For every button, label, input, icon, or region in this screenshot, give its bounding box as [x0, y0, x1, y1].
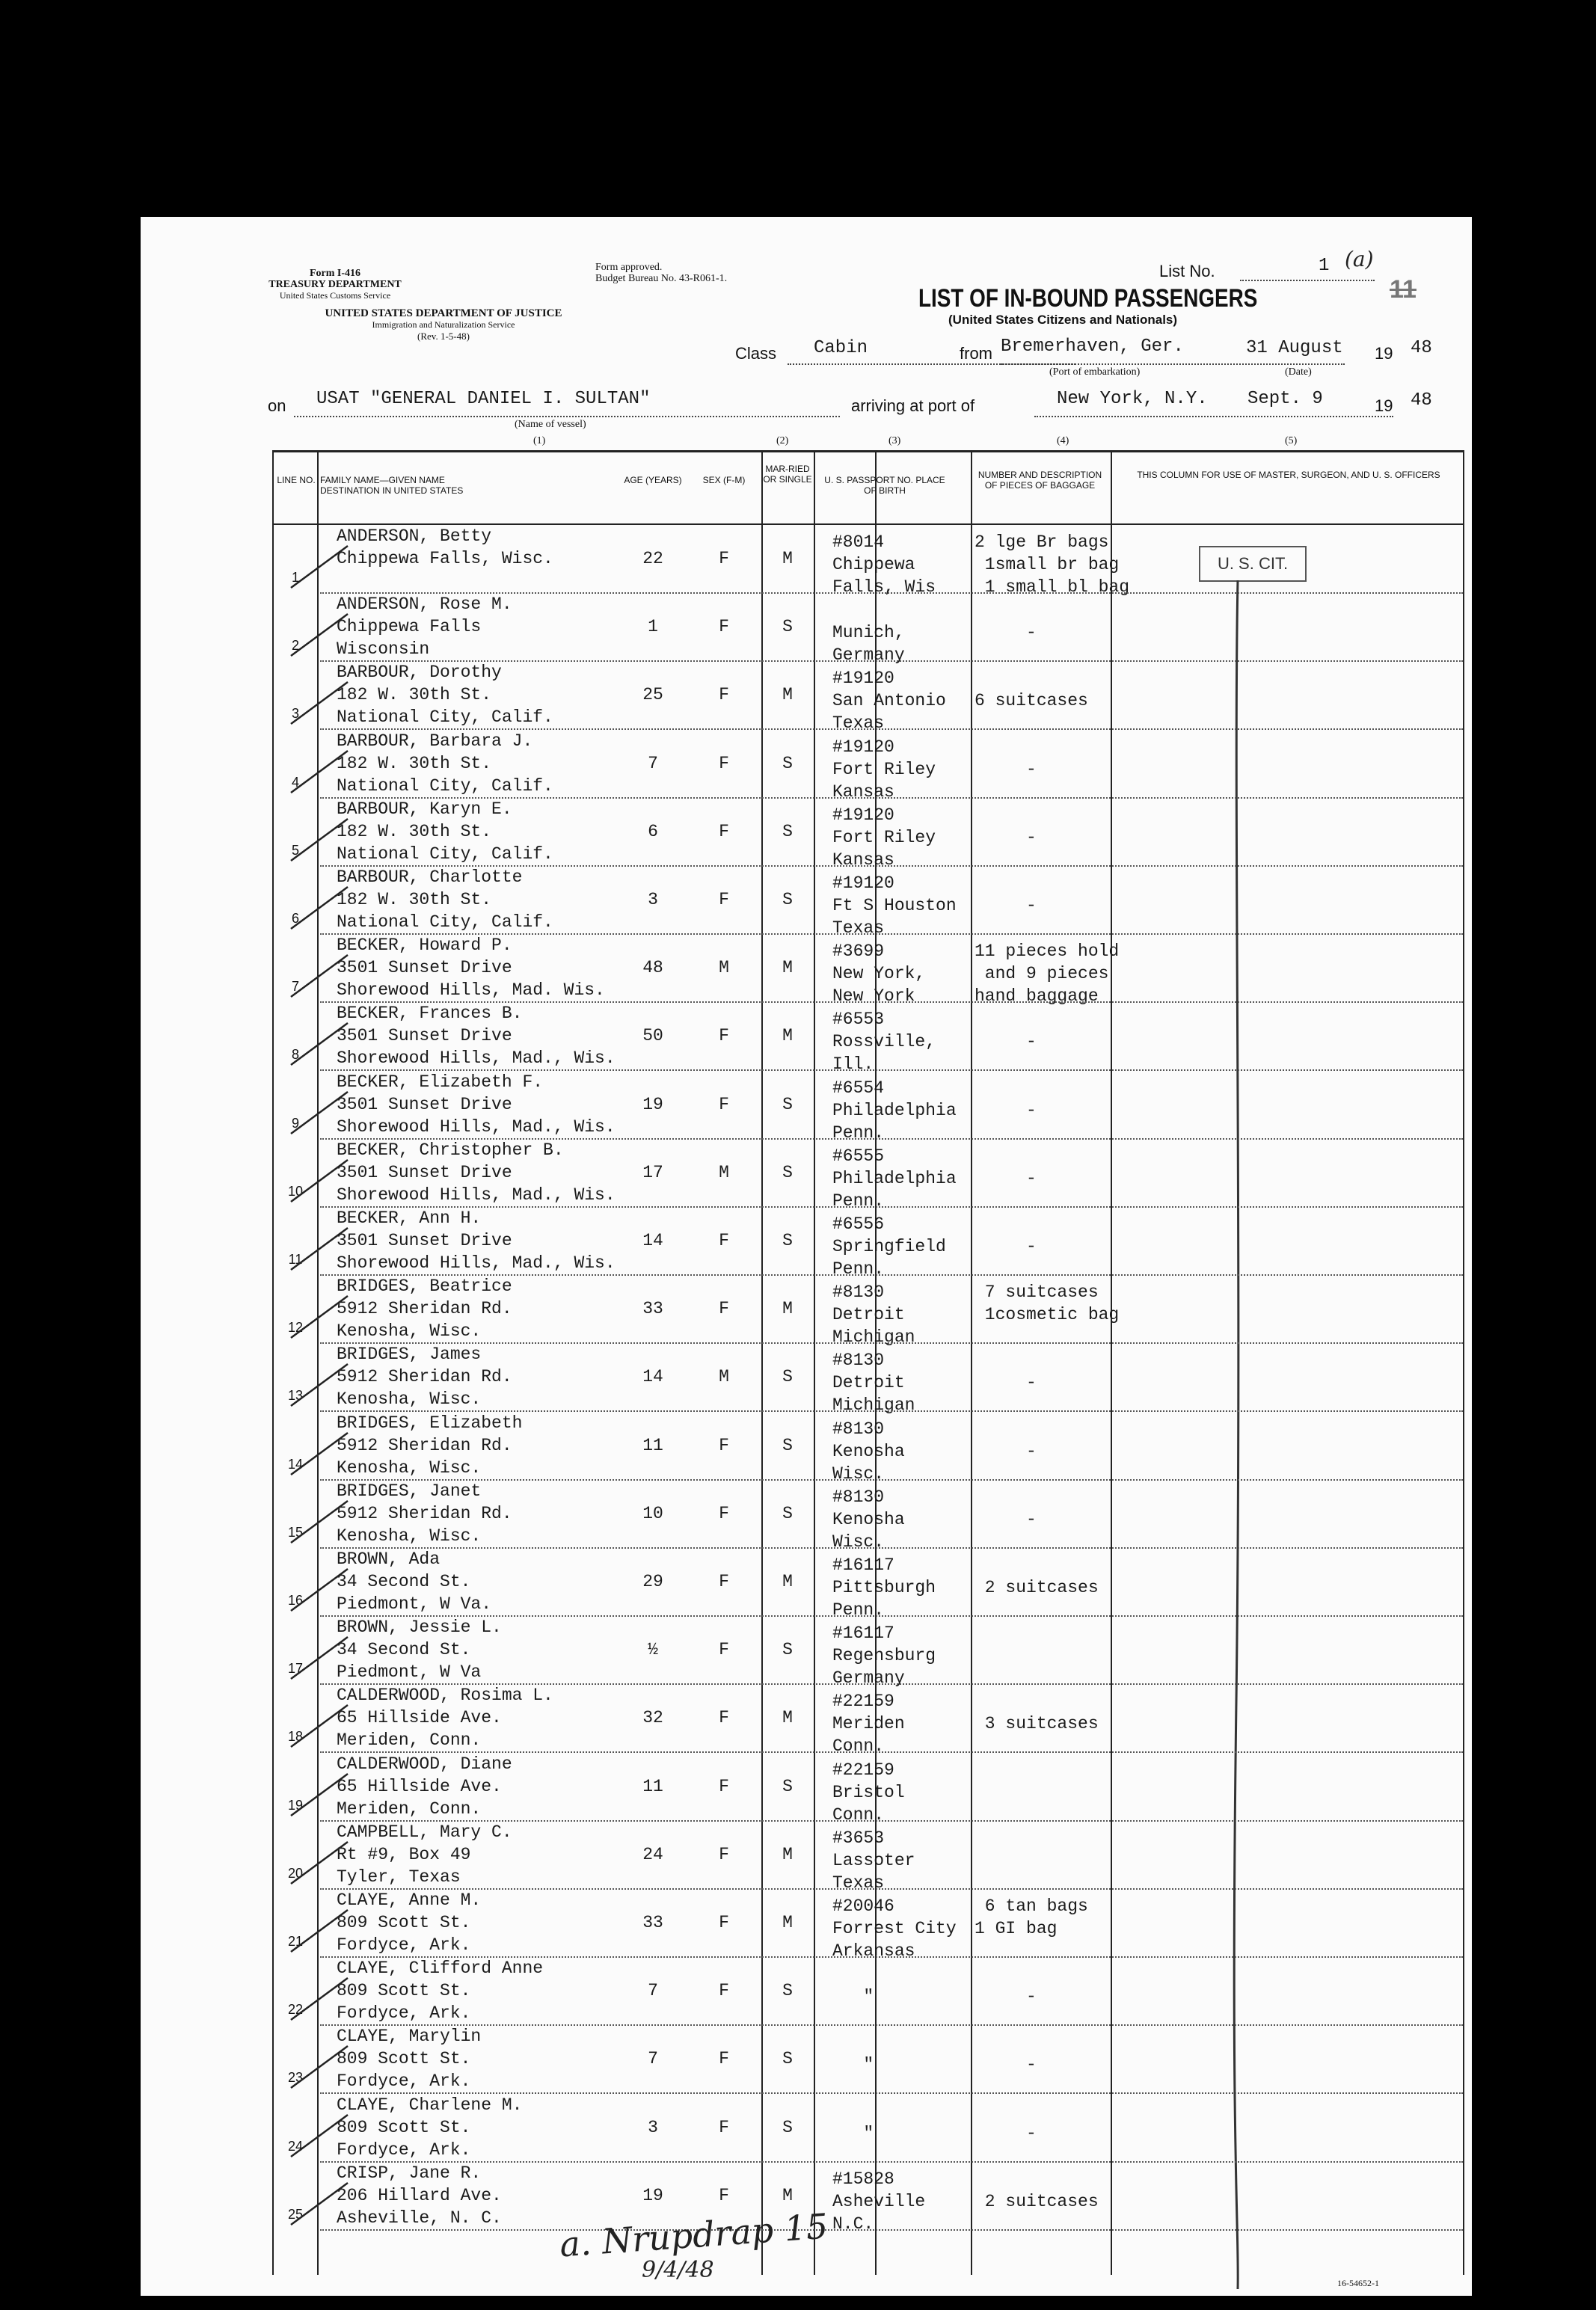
row-divider	[320, 2229, 1463, 2231]
class-value: Cabin	[814, 338, 868, 358]
passport-birthplace: #16117 Regensburg Germany	[832, 1624, 936, 1689]
passenger-rows	[141, 525, 1472, 2275]
passenger-sex: F	[719, 1503, 729, 1523]
passenger-age: 3	[648, 2117, 658, 2137]
list-no-value: 1	[1319, 256, 1330, 276]
col-header-passport: U. S. PASSPORT NO. PLACE OF BIRTH	[824, 475, 945, 496]
passenger-name-address: BECKER, Christopher B. 3501 Sunset Drive Shorewood Hills, Mad., Wis.	[337, 1140, 616, 1205]
passenger-name-address: CRISP, Jane R. 206 Hillard Ave. Asheville, N. C.	[337, 2163, 502, 2228]
table-row	[141, 2025, 1472, 2094]
passenger-age: 1	[648, 617, 658, 637]
baggage-description: 2 suitcases	[984, 2191, 1099, 2211]
check-mark	[286, 1223, 354, 1276]
passenger-sex: F	[719, 1299, 729, 1319]
baggage-description: -	[1026, 1100, 1037, 1120]
marital-status: S	[782, 890, 793, 909]
marital-status: S	[782, 821, 793, 841]
col-header-officers: THIS COLUMN FOR USE OF MASTER, SURGEON, AND U. S. OFFICERS	[1137, 470, 1440, 480]
marital-status: S	[782, 1094, 793, 1114]
table-row	[141, 1480, 1472, 1552]
line-number: 23	[287, 2070, 304, 2086]
passenger-name-address: CLAYE, Anne M. 809 Scott St. Fordyce, Ark.	[337, 1890, 482, 1955]
line-number: 21	[287, 1934, 304, 1949]
passenger-age: 7	[648, 2049, 658, 2069]
passenger-name-address: CLAYE, Marylin 809 Scott St. Fordyce, Ark.	[337, 2027, 482, 2092]
baggage-description: -	[1026, 759, 1037, 779]
list-no-handwritten: (a)	[1345, 247, 1374, 271]
table-row	[141, 730, 1472, 802]
baggage-description: 2 lge Br bags 1small br bag 1 small bl bag	[975, 532, 1130, 597]
passport-birthplace: #19120 San Antonio Texas	[832, 669, 946, 734]
passenger-sex: F	[719, 617, 729, 637]
marital-status: S	[782, 1231, 793, 1250]
arrival-port: New York, N.Y.	[1057, 389, 1208, 409]
handwritten-date: 9/4/48	[642, 2257, 714, 2283]
passenger-sex: F	[719, 1572, 729, 1591]
passenger-name-address: BECKER, Ann H. 3501 Sunset Drive Shorewood Hills, Mad., Wis.	[337, 1208, 616, 1273]
col-num-1: (1)	[533, 435, 546, 446]
col-header-sex: SEX (F-M)	[702, 475, 746, 485]
check-mark	[286, 1496, 354, 1549]
baggage-description: -	[1026, 1373, 1037, 1393]
line-number: 1	[291, 570, 299, 585]
line-number: 17	[287, 1661, 304, 1677]
marital-status: M	[782, 958, 793, 978]
table-row	[141, 934, 1472, 1007]
line-number: 25	[287, 2206, 304, 2222]
arrival-date: Sept. 9	[1247, 389, 1323, 409]
passenger-name-address: BRIDGES, Elizabeth 5912 Sheridan Rd. Kenosha, Wisc.	[337, 1413, 523, 1478]
table-top-rule	[272, 450, 1463, 452]
passenger-name-address: ANDERSON, Rose M. Chippewa Falls Wisconsin	[337, 595, 512, 660]
marital-status: M	[782, 1299, 793, 1319]
port-embarkation-caption: (Port of embarkation)	[1049, 366, 1141, 378]
passport-birthplace: #20046 Forrest City Arkansas	[832, 1896, 957, 1961]
passenger-sex: F	[719, 1435, 729, 1455]
check-mark	[286, 1973, 354, 2026]
col-num-4: (4)	[1057, 435, 1069, 446]
passenger-age: 7	[648, 1981, 658, 2001]
passenger-age: 50	[642, 1026, 663, 1046]
line-number: 16	[287, 1593, 304, 1608]
passenger-age: 33	[642, 1913, 663, 1932]
table-row	[141, 1002, 1472, 1075]
form-header-justice	[268, 308, 619, 342]
passenger-age: 6	[648, 821, 658, 841]
vessel-caption: (Name of vessel)	[515, 419, 586, 430]
baggage-description: -	[1026, 2055, 1037, 2075]
line-number: 13	[287, 1388, 304, 1404]
line-number: 24	[287, 2138, 304, 2154]
table-row	[141, 1821, 1472, 1893]
check-mark	[286, 609, 354, 662]
passport-birthplace: #3653 Lassoter Texas	[832, 1828, 915, 1893]
check-mark	[286, 1905, 354, 1958]
marital-status: M	[782, 1572, 793, 1591]
table-row	[141, 798, 1472, 870]
line-number: 10	[287, 1183, 304, 1199]
passenger-name-address: BARBOUR, Dorothy 182 W. 30th St. National City, Calif.	[337, 663, 553, 728]
passenger-name-address: BROWN, Ada 34 Second St. Piedmont, W Va.	[337, 1549, 492, 1614]
col-header-name: FAMILY NAME—GIVEN NAME DESTINATION IN UNITED STATES	[320, 475, 464, 496]
passenger-age: ½	[648, 1640, 658, 1660]
table-row	[141, 1957, 1472, 2026]
marital-status: M	[782, 549, 793, 568]
check-mark	[286, 814, 354, 867]
marital-status: S	[782, 1640, 793, 1660]
passenger-name-address: BRIDGES, James 5912 Sheridan Rd. Kenosha, Wisc.	[337, 1345, 512, 1410]
passenger-name-address: BROWN, Jessie L. 34 Second St. Piedmont, W Va	[337, 1618, 502, 1683]
arrival-year: 48	[1411, 390, 1432, 411]
check-mark	[286, 1701, 354, 1753]
passenger-name-address: CLAYE, Clifford Anne 809 Scott St. Fordyce, Ark.	[337, 1959, 544, 2024]
passenger-age: 17	[642, 1162, 663, 1182]
passenger-age: 24	[642, 1844, 663, 1864]
passenger-sex: M	[719, 1367, 729, 1387]
passenger-sex: M	[719, 1162, 729, 1182]
passenger-name-address: BARBOUR, Barbara J. 182 W. 30th St. National City, Calif.	[337, 731, 553, 796]
marital-status: S	[782, 1776, 793, 1796]
check-mark	[286, 1837, 354, 1890]
line-number: 2	[291, 638, 299, 654]
table-row	[141, 661, 1472, 734]
passenger-sex: F	[719, 753, 729, 773]
class-label: Class	[735, 344, 777, 363]
passenger-sex: F	[719, 1913, 729, 1932]
line-number: 6	[291, 911, 299, 926]
port-embarkation-value: Bremerhaven, Ger.	[1001, 337, 1184, 357]
table-row	[141, 1343, 1472, 1416]
line-number: 11	[288, 1252, 303, 1267]
col-header-line: LINE NO.	[277, 475, 316, 485]
col-header-married: MAR-RIED OR SINGLE	[763, 464, 812, 485]
line-number: 14	[287, 1456, 304, 1472]
check-mark	[286, 1155, 354, 1208]
baggage-description: 7 suitcases 1cosmetic bag	[984, 1283, 1120, 1325]
departure-year: 48	[1411, 338, 1432, 358]
vessel-name: USAT "GENERAL DANIEL I. SULTAN"	[316, 389, 651, 409]
line-number: 12	[287, 1320, 304, 1336]
passenger-sex: F	[719, 1640, 729, 1660]
passenger-name-address: BECKER, Frances B. 3501 Sunset Drive Shorewood Hills, Mad., Wis.	[337, 1004, 616, 1069]
passenger-age: 19	[642, 1094, 663, 1114]
passport-birthplace: #19120 Fort Riley Kansas	[832, 805, 936, 870]
passenger-name-address: CLAYE, Charlene M. 809 Scott St. Fordyce, Ark.	[337, 2095, 523, 2160]
line-number: 8	[291, 1047, 299, 1063]
marital-status: S	[782, 2049, 793, 2069]
passenger-age: 32	[642, 1708, 663, 1728]
revision: (Rev. 1-5-48)	[417, 331, 470, 342]
passenger-age: 14	[642, 1367, 663, 1387]
passport-birthplace: Munich, Germany	[832, 623, 905, 666]
arriving-label: arriving at port of	[851, 396, 975, 415]
check-mark	[286, 541, 354, 594]
passport-birthplace: #8130 Detroit Michigan	[832, 1351, 915, 1416]
passenger-name-address: ANDERSON, Betty Chippewa Falls, Wisc.	[337, 526, 553, 568]
baggage-description: 6 tan bags 1 GI bag	[975, 1896, 1088, 1938]
marital-status: M	[782, 1708, 793, 1728]
passenger-name-address: BARBOUR, Charlotte 182 W. 30th St. National City, Calif.	[337, 867, 553, 932]
line-number: 5	[291, 842, 299, 858]
line-number: 7	[291, 979, 299, 995]
col-num-5: (5)	[1285, 435, 1298, 446]
table-row	[141, 1275, 1472, 1348]
passport-birthplace: "	[863, 2123, 874, 2143]
baggage-description: -	[1026, 2123, 1037, 2143]
table-row	[141, 1548, 1472, 1620]
us-citizen-stamp: U. S. CIT.	[1199, 546, 1307, 582]
baggage-description: -	[1026, 1441, 1037, 1461]
passport-birthplace: #6553 Rossville, Ill.	[832, 1010, 936, 1075]
passenger-sex: F	[719, 2185, 729, 2205]
passenger-sex: F	[719, 1094, 729, 1114]
passport-birthplace: #22159 Bristol Conn.	[832, 1760, 905, 1825]
check-mark	[286, 950, 354, 1003]
passport-birthplace: #8014 Chippewa Falls, Wis	[832, 532, 936, 597]
passenger-sex: F	[719, 2049, 729, 2069]
passenger-sex: F	[719, 2117, 729, 2137]
passenger-age: 3	[648, 890, 658, 909]
baggage-description: 11 pieces hold and 9 pieces hand baggage	[975, 941, 1120, 1007]
passport-birthplace: #19120 Fort Riley Kansas	[832, 737, 936, 802]
table-row	[141, 1684, 1472, 1757]
passport-birthplace: #22159 Meriden Conn.	[832, 1692, 905, 1757]
passenger-sex: F	[719, 1026, 729, 1046]
passport-birthplace: #19120 Ft S Houston Texas	[832, 873, 957, 938]
passport-birthplace: #8130 Detroit Michigan	[832, 1283, 915, 1348]
handwritten-signature: a. Nrupdrap 15	[558, 2205, 829, 2265]
passenger-name-address: BRIDGES, Beatrice 5912 Sheridan Rd. Kenosha, Wisc.	[337, 1277, 512, 1342]
departure-year-prefix: 19	[1375, 344, 1393, 363]
check-mark	[286, 1087, 354, 1140]
passport-birthplace: "	[863, 1987, 874, 2007]
col-num-2: (2)	[776, 435, 789, 446]
passenger-name-address: CAMPBELL, Mary C. Rt #9, Box 49 Tyler, Texas	[337, 1822, 512, 1887]
line-number: 9	[291, 1115, 299, 1131]
form-approval	[595, 262, 727, 284]
customs-service: United States Customs Service	[279, 290, 391, 301]
line-number: 15	[287, 1524, 304, 1540]
check-mark	[286, 1019, 354, 1071]
check-mark	[286, 1428, 354, 1481]
passenger-name-address: CALDERWOOD, Diane 65 Hillside Ave. Meriden, Conn.	[337, 1754, 512, 1819]
marital-status: S	[782, 1503, 793, 1523]
passenger-age: 19	[642, 2185, 663, 2205]
check-mark	[286, 2178, 354, 2231]
passport-birthplace: #6556 Springfield Penn.	[832, 1214, 946, 1279]
passenger-name-address: CALDERWOOD, Rosima L. 65 Hillside Ave. Meriden, Conn.	[337, 1686, 553, 1751]
baggage-description: -	[1026, 1032, 1037, 1052]
passenger-age: 22	[642, 549, 663, 568]
check-mark	[286, 1632, 354, 1685]
passenger-sex: F	[719, 1844, 729, 1864]
check-mark	[286, 1769, 354, 1822]
from-label: from	[960, 344, 992, 363]
table-row	[141, 1889, 1472, 1961]
passenger-sex: F	[719, 1708, 729, 1728]
passenger-sex: F	[719, 685, 729, 705]
col-num-3: (3)	[888, 435, 901, 446]
marital-status: S	[782, 753, 793, 773]
table-row	[141, 593, 1472, 666]
baggage-description: -	[1026, 1168, 1037, 1188]
line-number: 4	[291, 774, 299, 790]
marital-status: S	[782, 2117, 793, 2137]
marital-status: S	[782, 617, 793, 637]
check-mark	[286, 678, 354, 730]
passenger-sex: F	[719, 1981, 729, 2001]
marital-status: S	[782, 1162, 793, 1182]
passenger-age: 48	[642, 958, 663, 978]
check-mark	[286, 1291, 354, 1344]
arrival-year-prefix: 19	[1375, 396, 1393, 415]
marital-status: M	[782, 1844, 793, 1864]
passenger-sex: M	[719, 958, 729, 978]
departure-date-value: 31 August	[1246, 338, 1343, 358]
passenger-age: 10	[642, 1503, 663, 1523]
passenger-sex: F	[719, 890, 729, 909]
ins-service: Immigration and Naturalization Service	[372, 319, 515, 330]
passenger-sex: F	[719, 549, 729, 568]
table-row	[141, 525, 1472, 597]
line-number: 20	[287, 1865, 304, 1881]
passenger-age: 14	[642, 1231, 663, 1250]
passenger-sex: F	[719, 1231, 729, 1250]
baggage-description: -	[1026, 1509, 1037, 1529]
baggage-description: -	[1026, 1987, 1037, 2007]
baggage-description: 3 suitcases	[984, 1714, 1099, 1734]
passenger-name-address: BECKER, Howard P. 3501 Sunset Drive Shorewood Hills, Mad. Wis.	[337, 936, 605, 1001]
check-mark	[286, 882, 354, 935]
table-row	[141, 1753, 1472, 1825]
passenger-age: 11	[642, 1776, 663, 1796]
passenger-list-form	[141, 217, 1472, 2296]
passenger-age: 29	[642, 1572, 663, 1591]
check-mark	[286, 2110, 354, 2163]
table-row	[141, 866, 1472, 938]
baggage-description: -	[1026, 827, 1037, 847]
passport-birthplace: #6554 Philadelphia Penn.	[832, 1078, 957, 1143]
line-number: 22	[287, 2002, 304, 2018]
page-stamp: 11	[1390, 275, 1417, 304]
passport-birthplace: #16117 Pittsburgh Penn.	[832, 1555, 936, 1620]
table-row	[141, 1616, 1472, 1689]
treasury-dept: TREASURY DEPARTMENT	[268, 279, 402, 290]
passport-birthplace: #15828 Asheville N.C.	[832, 2169, 926, 2234]
passport-birthplace: "	[863, 2055, 874, 2075]
form-title: LIST OF IN-BOUND PASSENGERS	[918, 284, 1258, 313]
marital-status: M	[782, 685, 793, 705]
form-subtitle: (United States Citizens and Nationals)	[948, 313, 1178, 327]
date-caption: (Date)	[1285, 366, 1312, 378]
baggage-description: 2 suitcases	[984, 1578, 1099, 1597]
passenger-name-address: BARBOUR, Karyn E. 182 W. 30th St. National City, Calif.	[337, 799, 553, 864]
passenger-sex: F	[719, 821, 729, 841]
list-no-label: List No.	[1159, 262, 1215, 280]
on-label: on	[268, 396, 286, 415]
check-mark	[286, 746, 354, 799]
passenger-name-address: BRIDGES, Janet 5912 Sheridan Rd. Kenosha, Wisc.	[337, 1481, 512, 1546]
table-row	[141, 1139, 1472, 1211]
table-row	[141, 1207, 1472, 1279]
marital-status: S	[782, 1981, 793, 2001]
passport-birthplace: #8130 Kenosha Wisc.	[832, 1487, 905, 1552]
budget-text: Budget Bureau No. 43-R061-1.	[595, 273, 728, 284]
passenger-name-address: BECKER, Elizabeth F. 3501 Sunset Drive Shorewood Hills, Mad., Wis.	[337, 1072, 616, 1137]
marital-status: M	[782, 1913, 793, 1932]
passenger-sex: F	[719, 1776, 729, 1796]
table-row	[141, 2094, 1472, 2163]
marital-status: S	[782, 1367, 793, 1387]
baggage-description: 6 suitcases	[975, 691, 1088, 711]
marital-status: M	[782, 1026, 793, 1046]
footer-code: 16-54652-1	[1337, 2278, 1379, 2288]
check-mark	[286, 1360, 354, 1412]
table-row	[141, 1071, 1472, 1143]
passport-birthplace: #6555 Philadelphia Penn.	[832, 1146, 957, 1211]
marital-status: M	[782, 2185, 793, 2205]
col-header-age: AGE (YEARS)	[624, 475, 682, 485]
justice-dept: UNITED STATES DEPARTMENT OF JUSTICE	[325, 307, 562, 319]
check-mark	[286, 1564, 354, 1617]
baggage-description: -	[1026, 623, 1037, 643]
line-number: 19	[287, 1797, 304, 1813]
form-header-left	[253, 268, 417, 301]
marital-status: S	[782, 1435, 793, 1455]
passport-birthplace: #8130 Kenosha Wisc.	[832, 1419, 905, 1484]
baggage-description: -	[1026, 896, 1037, 915]
table-row	[141, 1412, 1472, 1484]
baggage-description: -	[1026, 1237, 1037, 1256]
passenger-age: 7	[648, 753, 658, 773]
col-header-baggage: NUMBER AND DESCRIPTION OF PIECES OF BAGGAGE	[977, 470, 1102, 491]
check-mark	[286, 2042, 354, 2094]
approved-text: Form approved.	[595, 262, 663, 273]
passenger-age: 25	[642, 685, 663, 705]
passenger-age: 33	[642, 1299, 663, 1319]
line-number: 18	[287, 1729, 304, 1745]
passenger-age: 11	[642, 1435, 663, 1455]
line-number: 3	[291, 706, 299, 722]
form-number: Form I-416	[309, 268, 361, 279]
passport-birthplace: #3699 New York, New York	[832, 941, 926, 1007]
